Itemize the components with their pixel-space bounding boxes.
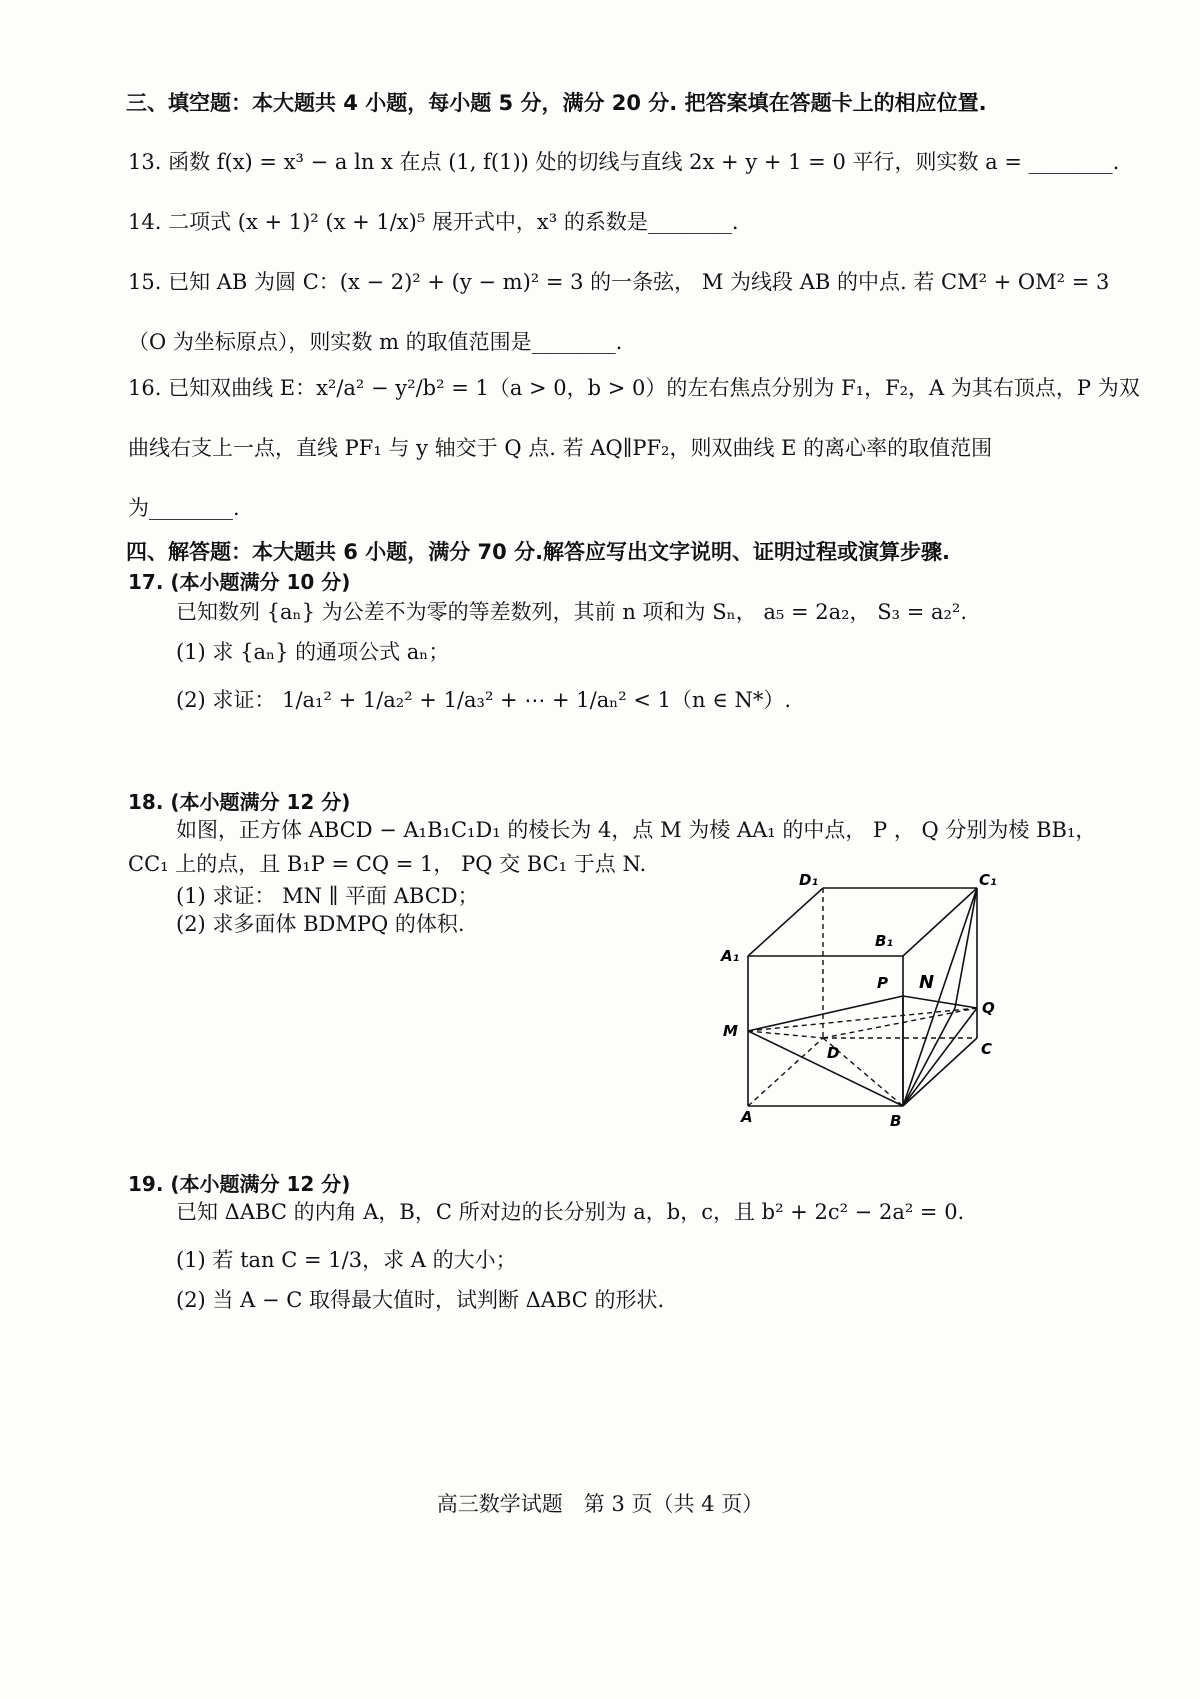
label-C1: C₁ (979, 871, 997, 889)
label-A1: A₁ (721, 947, 740, 965)
label-B1: B₁ (875, 932, 894, 950)
question-16-line1: 16. 已知双曲线 E：x²/a² − y²/b² = 1（a > 0，b > 0）的左右焦点分别为 F₁，F₂，A 为其右顶点，P 为双 (128, 376, 1140, 400)
question-15-line2: （O 为坐标原点），则实数 m 的取值范围是________. (128, 330, 623, 354)
label-Q: Q (982, 999, 995, 1017)
question-17-stem: 已知数列 {aₙ} 为公差不为零的等差数列，其前 n 项和为 Sₙ， a₅ = 2a₂， S₃ = a₂². (176, 600, 968, 624)
label-B: B (890, 1112, 902, 1130)
question-19-part1: (1) 若 tan C = 1/3，求 A 的大小； (176, 1248, 517, 1272)
label-D: D (827, 1044, 840, 1062)
label-P: P (877, 974, 888, 992)
cube-figure (715, 868, 1035, 1138)
question-18-part2: (2) 求多面体 BDMPQ 的体积. (176, 912, 465, 936)
question-14: 14. 二项式 (x + 1)² (x + 1/x)⁵ 展开式中，x³ 的系数是________. (128, 210, 739, 234)
label-D1: D₁ (799, 871, 819, 889)
label-N: N (919, 972, 935, 993)
section-fill-blank-header: 三、填空题：本大题共 4 小题，每小题 5 分，满分 20 分. 把答案填在答题卡上的相应位置. (126, 91, 987, 115)
question-13: 13. 函数 f(x) = x³ − a ln x 在点 (1, f(1)) 处的切线与直线 2x + y + 1 = 0 平行，则实数 a = ________. (128, 150, 1120, 174)
question-17-part1: (1) 求 {aₙ} 的通项公式 aₙ； (176, 640, 450, 664)
question-18-stem-line1: 如图，正方体 ABCD − A₁B₁C₁D₁ 的棱长为 4，点 M 为棱 AA₁ 的中点， P ， Q 分别为棱 BB₁， (176, 818, 1097, 842)
question-19-title: 19. (本小题满分 12 分) (128, 1172, 351, 1196)
question-19-part2: (2) 当 A − C 取得最大值时，试判断 ΔABC 的形状. (176, 1288, 665, 1312)
question-18-part1: (1) 求证： MN ∥ 平面 ABCD； (176, 884, 479, 908)
question-17-title: 17. (本小题满分 10 分) (128, 570, 351, 594)
question-19-stem: 已知 ΔABC 的内角 A，B，C 所对边的长分别为 a，b，c，且 b² + 2c² − 2a² = 0. (176, 1200, 965, 1224)
label-M: M (723, 1022, 738, 1040)
question-16-line2: 曲线右支上一点，直线 PF₁ 与 y 轴交于 Q 点. 若 AQ∥PF₂，则双曲线 E 的离心率的取值范围 (128, 436, 993, 460)
section-solve-header: 四、解答题：本大题共 6 小题，满分 70 分.解答应写出文字说明、证明过程或演算步骤. (126, 540, 951, 564)
question-18-title: 18. (本小题满分 12 分) (128, 790, 351, 814)
question-16-line3: 为________. (128, 496, 240, 520)
question-17-part2: (2) 求证： 1/a₁² + 1/a₂² + 1/a₃² + ⋯ + 1/aₙ² < 1（n ∈ N*）. (176, 688, 791, 712)
page-footer: 高三数学试题 第 3 页（共 4 页） (436, 1492, 764, 1516)
question-18-stem-line2: CC₁ 上的点，且 B₁P = CQ = 1， PQ 交 BC₁ 于点 N. (128, 852, 647, 876)
label-A: A (741, 1108, 753, 1126)
label-C: C (981, 1040, 993, 1058)
question-15-line1: 15. 已知 AB 为圆 C：(x − 2)² + (y − m)² = 3 的一条弦， M 为线段 AB 的中点. 若 CM² + OM² = 3 (128, 270, 1110, 294)
